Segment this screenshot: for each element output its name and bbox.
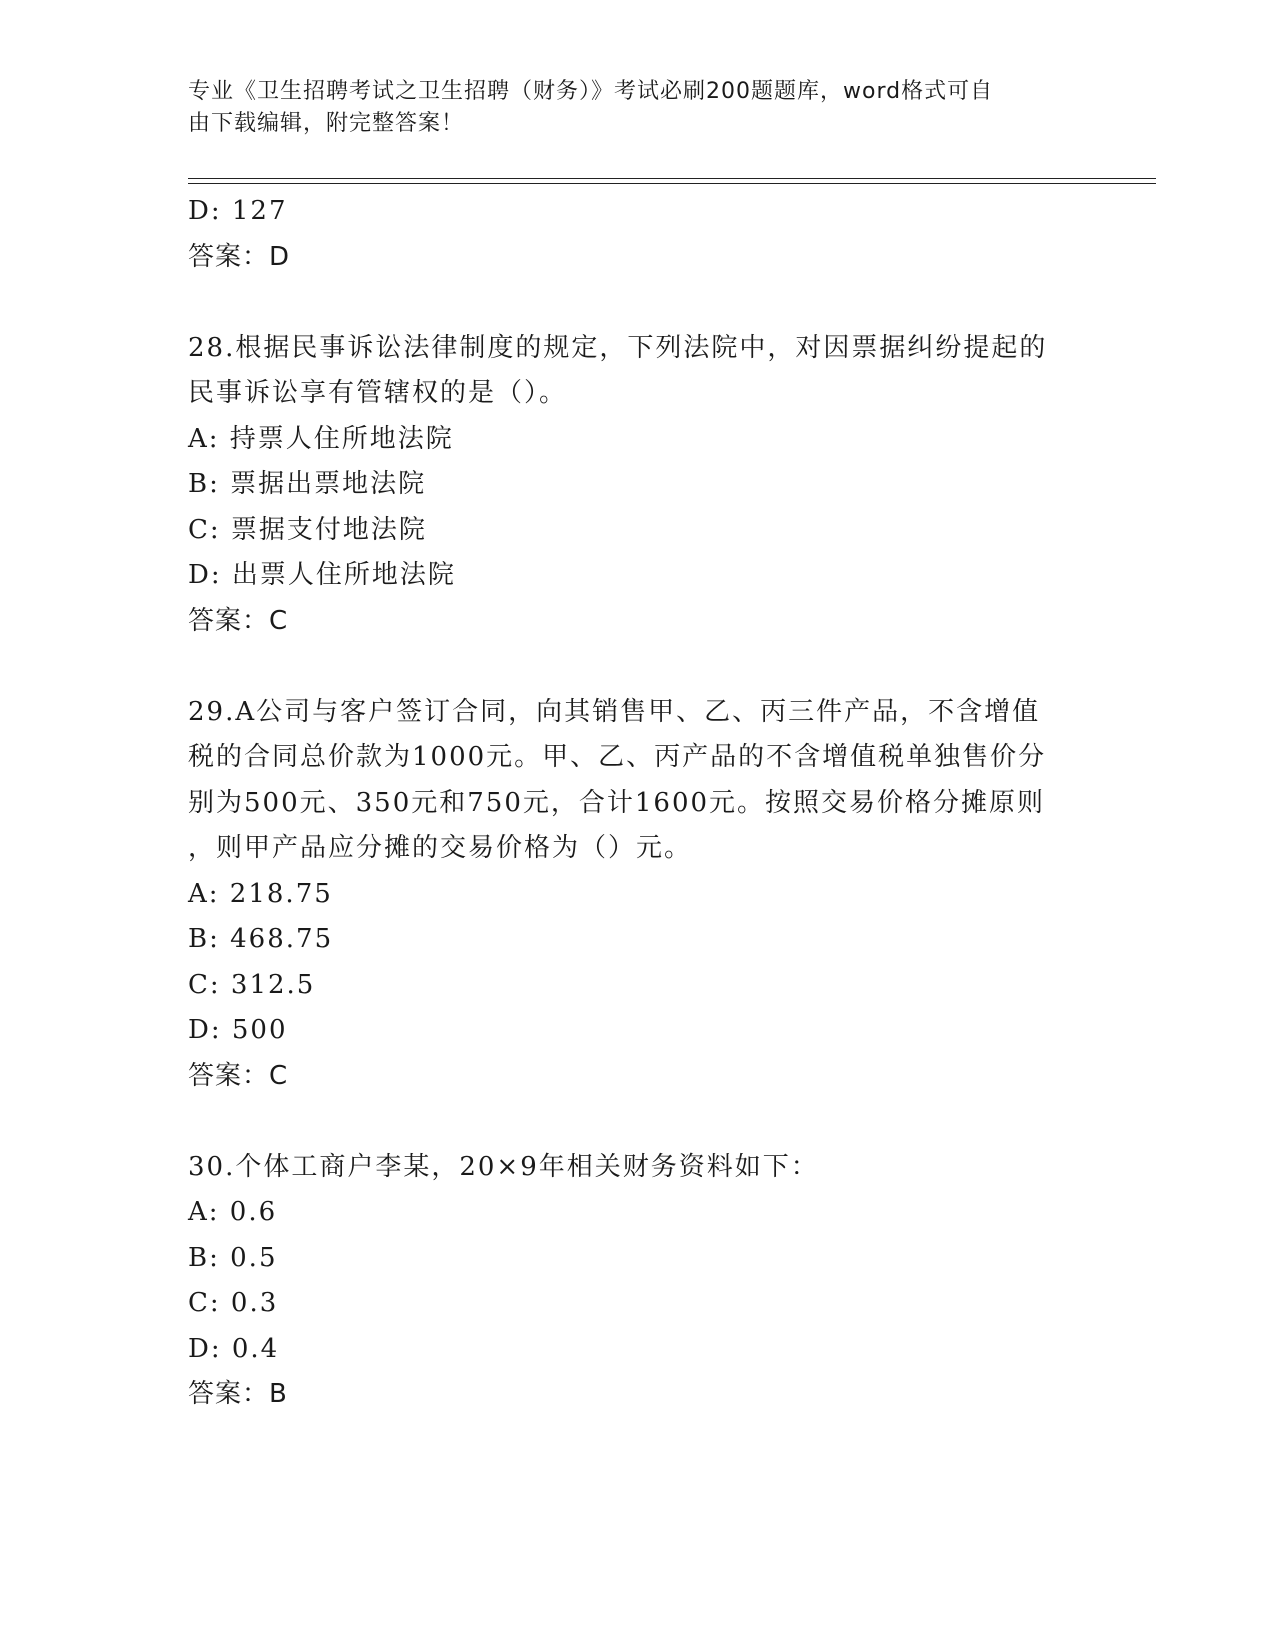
header-divider-bottom <box>188 183 1156 184</box>
question-30 <box>188 1145 1088 1418</box>
document-body <box>188 189 1088 1418</box>
question-28-option-c: C: 票据支付地法院 <box>188 514 427 545</box>
question-27-option-d: D: 127 <box>188 196 288 226</box>
question-29-option-d: D: 500 <box>188 1015 288 1045</box>
question-30-option-b: B: 0.5 <box>188 1242 278 1273</box>
question-28-option-d: D: 出票人住所地法院 <box>188 560 456 590</box>
header-divider-top <box>188 178 1156 179</box>
question-29-stem-line: 29.A公司与客户签订合同，向其销售甲、乙、丙三件产品，不含增值 <box>188 696 1041 727</box>
question-28-option-b: B: 票据出票地法院 <box>188 469 427 499</box>
question-28 <box>188 326 1088 645</box>
question-30-stem-line: 30.个体工商户李某，20×9年相关财务资料如下： <box>188 1151 819 1182</box>
question-29-answer: 答案：C <box>188 1060 289 1091</box>
question-30-answer: 答案：B <box>188 1379 288 1409</box>
question-30-option-a: A: 0.6 <box>188 1197 278 1227</box>
document-header <box>188 76 1068 140</box>
question-28-stem-line: 民事诉讼享有管辖权的是（）。 <box>188 378 568 408</box>
question-29-stem-line: 别为500元、350元和750元，合计1600元。按照交易价格分摊原则 <box>188 787 1046 818</box>
question-28-option-a: A: 持票人住所地法院 <box>188 423 454 454</box>
question-29-option-c: C: 312.5 <box>188 969 316 1000</box>
question-30-option-c: C: 0.3 <box>188 1288 279 1318</box>
question-28-stem-line: 28.根据民事诉讼法律制度的规定，下列法院中，对因票据纠纷提起的 <box>188 332 1048 363</box>
question-29-option-b: B: 468.75 <box>188 924 334 954</box>
question-28-answer: 答案：C <box>188 605 289 636</box>
header-line-2: 由下载编辑，附完整答案！ <box>188 111 465 136</box>
question-29-option-a: A: 218.75 <box>188 878 333 909</box>
header-line-1: 专业《卫生招聘考试之卫生招聘（财务）》考试必刷200题题库，word格式可自 <box>188 79 994 104</box>
question-27-answer: 答案：D <box>188 241 291 272</box>
question-29-stem-line: ，则甲产品应分摊的交易价格为（）元。 <box>188 833 693 863</box>
question-30-option-d: D: 0.4 <box>188 1333 280 1364</box>
question-29-stem-line: 税的合同总价款为1000元。甲、乙、丙产品的不含增值税单独售价分 <box>188 742 1047 772</box>
question-29 <box>188 690 1088 1100</box>
